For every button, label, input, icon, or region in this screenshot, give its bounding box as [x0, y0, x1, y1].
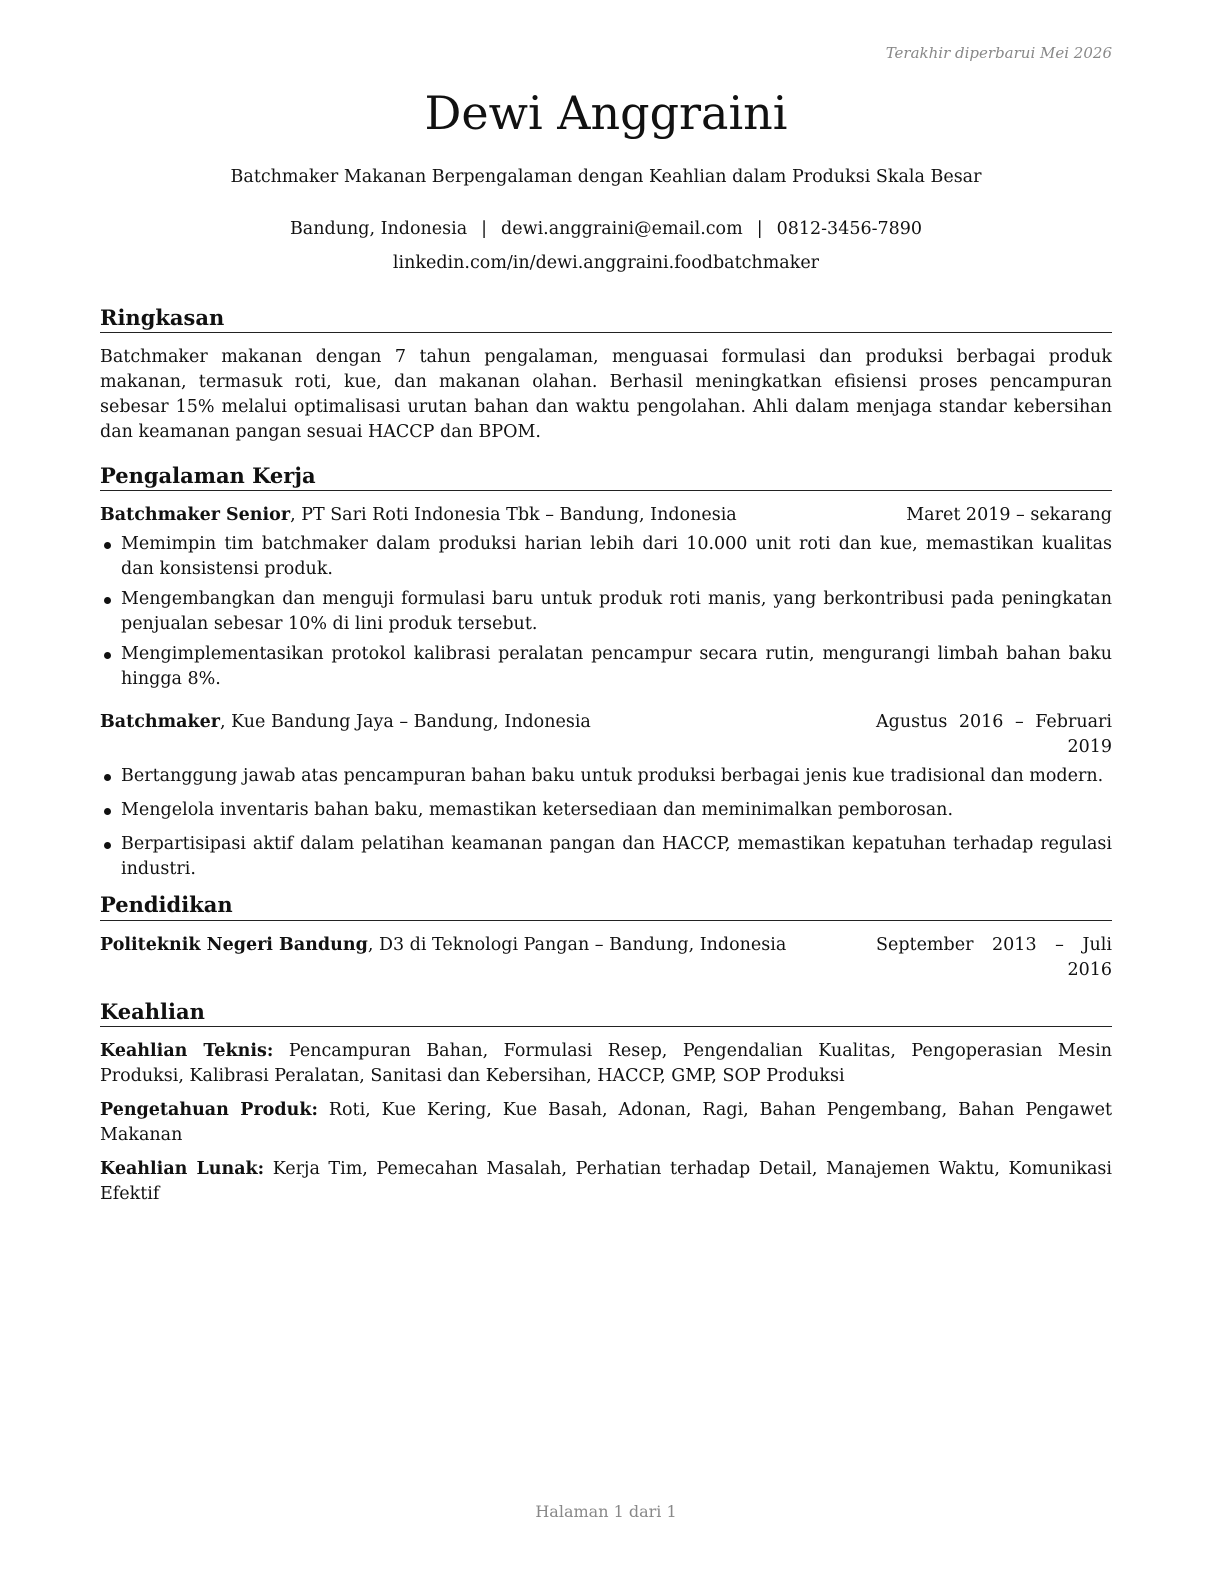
- skill-label: Keahlian Teknis:: [100, 1040, 274, 1061]
- list-item: Berpartisipasi aktif dalam pelatihan keamanan pangan dan HACCP, memastikan kepatuhan terhadap regulasi industri.: [100, 832, 1112, 882]
- section-title-skills: Keahlian: [100, 999, 1112, 1027]
- job-company: , PT Sari Roti Indonesia Tbk – Bandung, Indonesia: [290, 505, 737, 526]
- skill-line-technical: [100, 1039, 1112, 1089]
- job-dates: Agustus 2016 – Februari 2019: [876, 712, 1112, 758]
- separator: |: [756, 219, 763, 239]
- bullet-icon: [104, 597, 111, 604]
- contact-line: [100, 219, 1112, 239]
- page-number: Halaman 1 dari 1: [535, 1502, 677, 1521]
- section-title-experience: Pengalaman Kerja: [100, 463, 1112, 491]
- last-updated-note: Terakhir diperbarui Mei 2026: [885, 44, 1112, 62]
- phone-number: 0812-3456-7890: [776, 219, 923, 239]
- email-link[interactable]: dewi.anggraini@email.com: [501, 219, 743, 239]
- skill-line-product: [100, 1098, 1112, 1148]
- education-entry: [100, 933, 1112, 983]
- summary-text: Batchmaker makanan dengan 7 tahun pengalaman, menguasai formulasi dan produksi berbagai produk makanan, termasuk roti, kue, dan makanan olahan. Berhasil meningkatkan efisiensi proses pencampuran sebesar 15% melalui optimalisasi urutan bahan dan waktu pengolahan. Ahli dalam menjaga standar kebersihan dan keamanan pangan sesuai HACCP dan BPOM.: [100, 347, 1112, 443]
- job-company: , Kue Bandung Jaya – Bandung, Indonesia: [219, 712, 591, 733]
- location: Bandung, Indonesia: [289, 219, 468, 239]
- bullet-icon: [104, 808, 111, 815]
- candidate-name: Dewi Anggraini: [424, 86, 788, 140]
- job-header: [100, 710, 1112, 760]
- resume-content: [100, 305, 1112, 1216]
- school-name: Politeknik Negeri Bandung: [100, 934, 368, 955]
- experience-entry: [100, 710, 1112, 882]
- job-bullets: [100, 532, 1112, 692]
- job-role: Batchmaker: [100, 712, 220, 733]
- skill-values: Pencampuran Bahan, Formulasi Resep, Pengendalian Kualitas, Pengoperasian Mesin Produksi, Kalibrasi Peralatan, Sanitasi dan Kebersihan, HACCP, GMP, SOP Produksi: [100, 1040, 1112, 1086]
- job-dates: Maret 2019 – sekarang: [906, 505, 1112, 526]
- bullet-icon: [104, 542, 111, 549]
- bullet-icon: [104, 774, 111, 781]
- section-title-education: Pendidikan: [100, 892, 1112, 920]
- skill-values: Roti, Kue Kering, Kue Basah, Adonan, Ragi, Bahan Pengembang, Bahan Pengawet Makanan: [100, 1099, 1112, 1145]
- headline: Batchmaker Makanan Berpengalaman dengan Keahlian dalam Produksi Skala Besar: [230, 167, 982, 187]
- section-title-summary: Ringkasan: [100, 305, 1112, 333]
- skill-line-soft: [100, 1157, 1112, 1207]
- skill-values: Kerja Tim, Pemecahan Masalah, Perhatian terhadap Detail, Manajemen Waktu, Komunikasi Efektif: [100, 1158, 1112, 1204]
- linkedin-link[interactable]: linkedin.com/in/dewi.anggraini.foodbatchmaker: [392, 253, 820, 273]
- education-dates: September 2013 – Juli 2016: [876, 934, 1112, 980]
- separator: |: [481, 219, 488, 239]
- resume-page: [100, 0, 1112, 1584]
- list-item: Bertanggung jawab atas pencampuran bahan baku untuk produksi berbagai jenis kue tradisional dan modern.: [100, 764, 1112, 789]
- job-bullets: [100, 764, 1112, 882]
- skill-label: Pengetahuan Produk:: [100, 1099, 318, 1120]
- job-header: [100, 503, 1112, 528]
- skill-label: Keahlian Lunak:: [100, 1158, 265, 1179]
- bullet-icon: [104, 842, 111, 849]
- job-role: Batchmaker Senior: [100, 505, 291, 526]
- list-item: Mengimplementasikan protokol kalibrasi peralatan pencampur secara rutin, mengurangi limbah bahan baku hingga 8%.: [100, 642, 1112, 692]
- list-item: Memimpin tim batchmaker dalam produksi harian lebih dari 10.000 unit roti dan kue, memastikan kualitas dan konsistensi produk.: [100, 532, 1112, 582]
- list-item: Mengembangkan dan menguji formulasi baru untuk produk roti manis, yang berkontribusi pada peningkatan penjualan sebesar 10% di lini produk tersebut.: [100, 587, 1112, 637]
- bullet-icon: [104, 652, 111, 659]
- degree: , D3 di Teknologi Pangan – Bandung, Indonesia: [367, 934, 787, 955]
- experience-entry: [100, 503, 1112, 692]
- list-item: Mengelola inventaris bahan baku, memastikan ketersediaan dan meminimalkan pemborosan.: [100, 798, 1112, 823]
